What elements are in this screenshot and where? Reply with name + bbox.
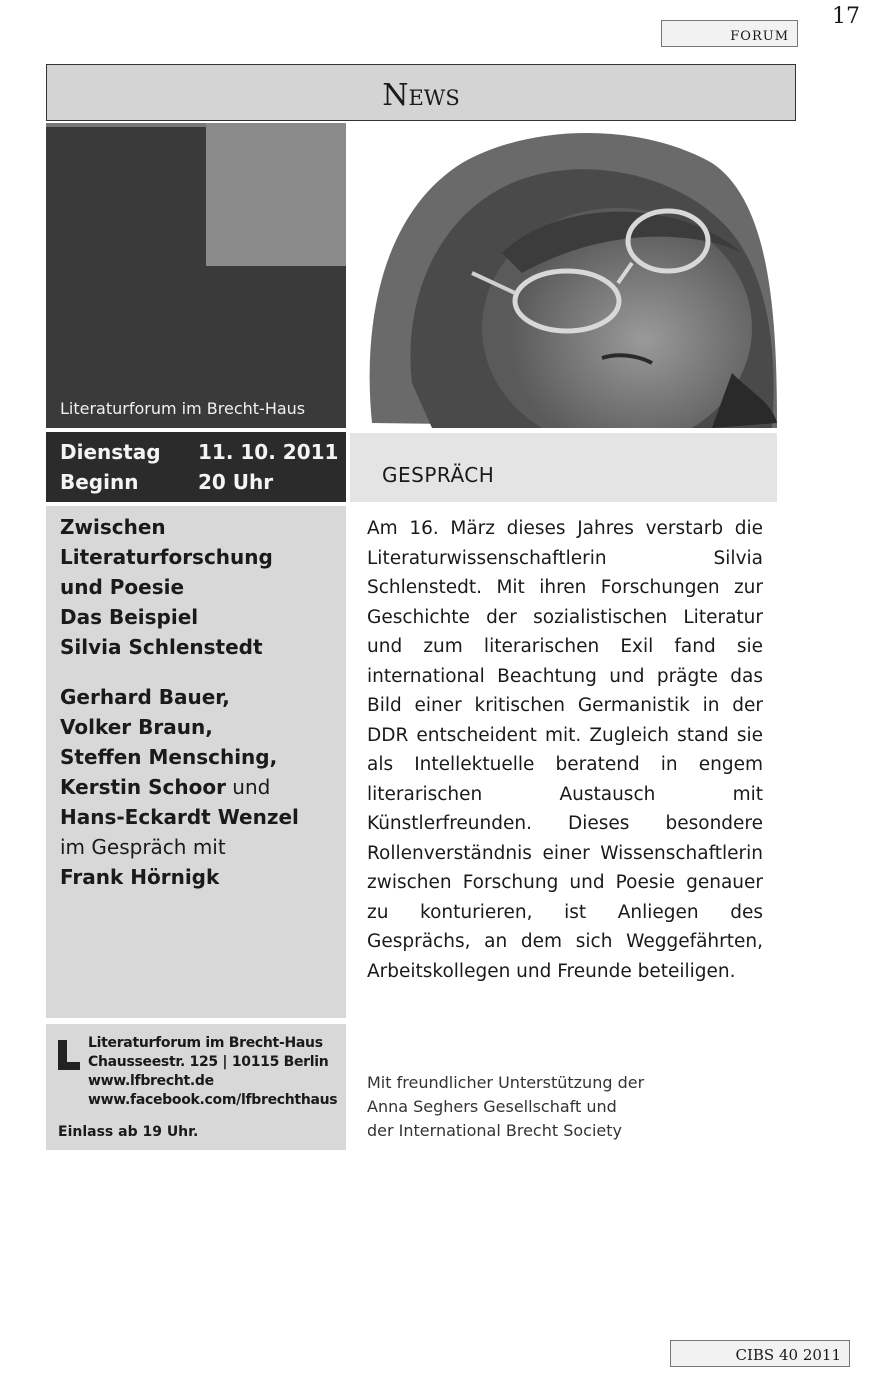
program-title-line: Literaturforschung [60,545,273,569]
article-body [367,514,763,986]
event-day-row [60,440,339,464]
participant: Kerstin Schoor [60,775,226,799]
article-section-heading: GESPRÄCH [350,433,777,502]
event-start-row [60,470,274,494]
address-line: Literaturforum im Brecht-Haus [88,1035,323,1051]
moderator: Frank Hörnigk [60,865,220,889]
section-label-text: FORUM [730,29,789,44]
program-info [46,506,346,1018]
page-number: 17 [832,4,860,29]
website-link[interactable]: www.lfbrecht.de [88,1073,214,1089]
program-subtitle-line: Silvia Schlenstedt [60,635,263,659]
moderation-text: im Gespräch mit [60,835,226,859]
address-line: Chausseestr. 125 | 10115 Berlin [88,1054,329,1070]
event-start-label: Beginn [60,470,139,494]
entry-time: Einlass ab 19 Uhr. [58,1124,199,1140]
issue-label [670,1340,850,1367]
address-block [46,1024,346,1150]
literaturforum-logo [46,123,346,428]
issue-label-text: CIBS 40 2011 [735,1346,841,1364]
section-label [661,20,798,47]
news-banner [46,64,796,121]
participant-line [60,772,332,802]
event-start-time: 20 Uhr [198,470,274,494]
and-word: und [225,775,271,799]
address-lines [88,1034,337,1110]
spacer [60,662,332,672]
portrait-photo [352,123,777,428]
logo-caption: Literaturforum im Brecht-Haus [60,399,306,418]
participant: Gerhard Bauer, [60,685,230,709]
credit-line: Mit freundlicher Unterstützung der [367,1073,645,1092]
credit-line: Anna Seghers Gesellschaft und [367,1097,617,1116]
credit-line: der International Brecht Society [367,1121,622,1140]
logo-light-square [206,123,346,266]
spacer [60,672,332,682]
participant: Steffen Mensching, [60,745,278,769]
program-title-line: und Poesie [60,575,185,599]
event-date-block [46,432,346,502]
event-day-label: Dienstag [60,440,161,464]
event-date: 11. 10. 2011 [198,440,339,464]
literaturforum-logo-icon [58,1040,80,1070]
program-title-line: Zwischen [60,515,166,539]
article-paragraph: Am 16. März dieses Jahres verstarb die Literaturwissenschaftlerin Silvia Schlenstedt. Mit ihren Forschungen zur Geschichte der sozialistischen Literatur und zum literarischen Exil fand sie international Beachtung und prägte das Bild einer kritischen Germanistik in der DDR entscheident mit. Zugleich stand sie als Intellektuelle beratend in engem literarischen Austausch mit Künstlerfreunden. Dieses besondere Rollenverständnis einer Wissenschaftlerin zwischen Forschung und Poesie genauer zu konturieren, ist Anliegen des Gesprächs, an dem sich Weggefährten, Arbeitskollegen und Freunde beteiligen. [367,518,763,982]
facebook-link[interactable]: www.facebook.com/lfbrechthaus [88,1092,338,1108]
sponsor-credit [367,1071,747,1143]
participant: Volker Braun, [60,715,213,739]
participant: Hans-Eckardt Wenzel [60,805,299,829]
program-subtitle-line: Das Beispiel [60,605,199,629]
news-banner-title: News [382,78,460,113]
